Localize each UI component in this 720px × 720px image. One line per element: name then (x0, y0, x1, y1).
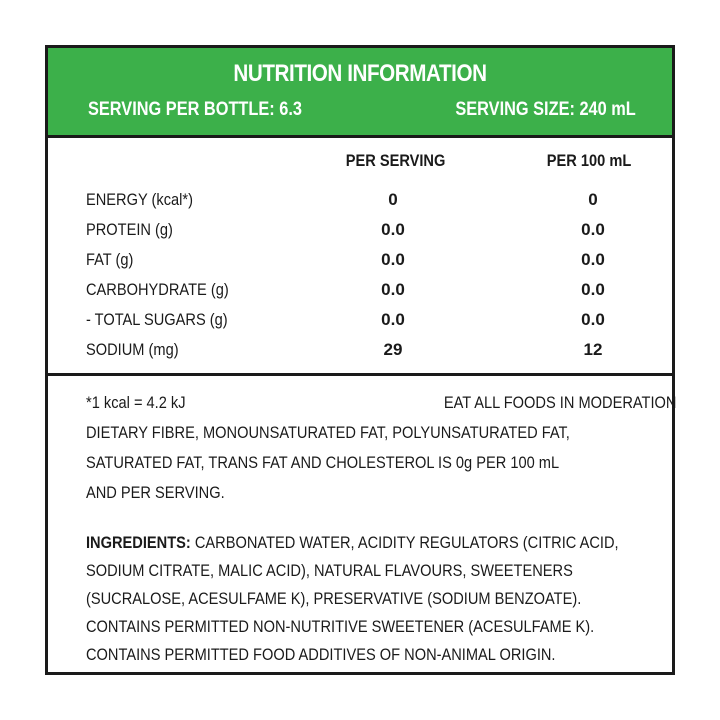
nutrient-name: - TOTAL SUGARS (g) (86, 310, 228, 329)
nutrient-name: FAT (g) (86, 250, 134, 269)
ingredients-line (86, 529, 619, 557)
nutrition-header (48, 48, 672, 138)
ingredients-line: CONTAINS PERMITTED FOOD ADDITIVES OF NON-ANIMAL ORIGIN. (86, 645, 556, 664)
ingredients-label: INGREDIENTS: (86, 533, 191, 552)
table-row (48, 216, 672, 246)
value-per-serving: 0.0 (381, 310, 405, 329)
kcal-line (86, 388, 676, 418)
value-per-serving: 0.0 (381, 280, 405, 299)
value-per-serving: 0.0 (381, 250, 405, 269)
value-per-serving: 29 (383, 340, 403, 359)
nutrient-name: ENERGY (kcal*) (86, 190, 193, 209)
table-row (48, 246, 672, 276)
serving-size: SERVING SIZE: 240 mL (455, 99, 636, 120)
ingredients-block (86, 529, 646, 669)
table-row (48, 276, 672, 306)
notes-line: AND PER SERVING. (86, 483, 225, 502)
ingredients-line: CONTAINS PERMITTED NON-NUTRITIVE SWEETENER (ACESULFAME K). (86, 617, 595, 636)
kcal-conversion: *1 kcal = 4.2 kJ (86, 393, 186, 412)
nutrient-name: SODIUM (mg) (86, 340, 179, 359)
column-header-per-serving: PER SERVING (345, 151, 446, 170)
nutrient-name: CARBOHYDRATE (g) (86, 280, 229, 299)
ingredients-text: CARBONATED WATER, ACIDITY REGULATORS (CITRIC ACID, (190, 533, 619, 552)
nutrition-label (45, 45, 675, 675)
nutrition-notes (86, 388, 676, 508)
notes-line: SATURATED FAT, TRANS FAT AND CHOLESTEROL IS 0g PER 100 mL (86, 453, 560, 472)
value-per-serving: 0 (388, 190, 398, 209)
column-header-per-100ml: PER 100 mL (546, 151, 632, 170)
notes-line: DIETARY FIBRE, MONOUNSATURATED FAT, POLYUNSATURATED FAT, (86, 423, 570, 442)
value-per-serving: 0.0 (381, 220, 405, 239)
value-per-100ml: 0.0 (581, 220, 605, 239)
nutrition-table (48, 138, 672, 376)
serving-per-bottle: SERVING PER BOTTLE: 6.3 (88, 99, 302, 120)
value-per-100ml: 0.0 (581, 310, 605, 329)
value-per-100ml: 0.0 (581, 280, 605, 299)
nutrition-title: NUTRITION INFORMATION (233, 60, 487, 87)
ingredients-line: SODIUM CITRATE, MALIC ACID), NATURAL FLAVOURS, SWEETENERS (86, 561, 573, 580)
ingredients-line: (SUCRALOSE, ACESULFAME K), PRESERVATIVE (SODIUM BENZOATE). (86, 589, 582, 608)
table-row (48, 306, 672, 336)
nutrient-name: PROTEIN (g) (86, 220, 173, 239)
value-per-100ml: 12 (583, 340, 603, 359)
table-row (48, 336, 672, 366)
value-per-100ml: 0 (588, 190, 598, 209)
value-per-100ml: 0.0 (581, 250, 605, 269)
table-row (48, 186, 672, 216)
moderation-notice: EAT ALL FOODS IN MODERATION (443, 393, 676, 412)
